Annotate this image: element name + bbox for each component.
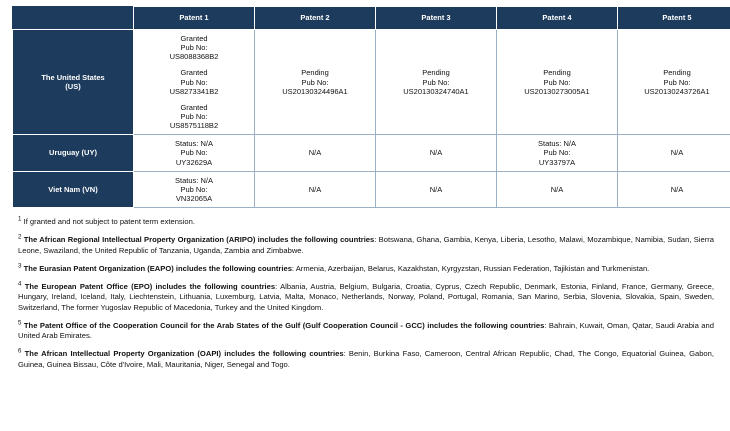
footnote-marker: 4 <box>18 280 22 288</box>
footnote-5 <box>18 321 714 342</box>
pub-no-value: UY33797A <box>538 157 576 167</box>
cell-vn-patent-4: N/A <box>497 171 618 207</box>
row-header-line-2: (US) <box>65 82 81 92</box>
row-header-uruguay: Uruguay (UY) <box>13 135 134 171</box>
footnote-bold-text: The African Regional Intellectual Property Organization (ARIPO) includes the following countries <box>23 235 375 245</box>
patent-entry <box>378 68 494 95</box>
pub-no-label: Pub No: <box>180 148 208 158</box>
patent-entry <box>136 34 252 61</box>
patent-entry <box>257 68 373 95</box>
footnote-text: : Armenia, Azerbaijan, Belarus, Kazakhstan, Kyrgyzstan, Russian Federation, Tajikistan and Turkmenistan. <box>291 263 650 273</box>
cell-us-patent-4 <box>497 30 618 135</box>
pub-no-label: Pub No: <box>180 111 208 121</box>
status-text: Pending <box>543 68 571 78</box>
footnote-text: If granted and not subject to patent term extension. <box>23 217 195 227</box>
pub-no-label: Pub No: <box>663 77 691 87</box>
pub-no-value: VN32065A <box>175 193 213 203</box>
status-text: Granted <box>180 102 208 112</box>
table-body <box>13 30 730 208</box>
footnote-bold-text: The Patent Office of the Cooperation Council for the Arab States of the Gulf (Gulf Cooperation Council - GCC) includes the following countries <box>23 320 545 330</box>
row-header-line-1: The United States <box>41 72 105 82</box>
table-row <box>13 30 730 135</box>
patent-entry <box>499 139 615 166</box>
footnote-bold-text: The African Intellectual Property Organization (OAPI) includes the following countries <box>24 349 344 359</box>
footnote-bold-text: The European Patent Office (EPO) includes the following countries <box>24 282 276 292</box>
pub-no-label: Pub No: <box>180 43 208 53</box>
row-header-united-states <box>13 30 134 135</box>
column-header-patent-4: Patent 4 <box>497 7 618 30</box>
cell-uy-patent-5: N/A <box>618 135 730 171</box>
patent-entry <box>620 68 730 95</box>
cell-uy-patent-2: N/A <box>255 135 376 171</box>
footnote-text: : Benin, Burkina Faso, Cameroon, Central African Republic, Chad, The Congo, Equatorial Guinea, Gabon, Guinea, Guinea Bissau, Côte d'Ivoire, Mali, Mauritania, Niger, Senegal and Togo. <box>18 349 714 369</box>
cell-us-patent-3 <box>376 30 497 135</box>
cell-us-patent-5 <box>618 30 730 135</box>
pub-no-label: Pub No: <box>422 77 450 87</box>
pub-no-label: Pub No: <box>301 77 329 87</box>
column-header-patent-1: Patent 1 <box>134 7 255 30</box>
cell-vn-patent-5: N/A <box>618 171 730 207</box>
pub-no-value: US20130243726A1 <box>644 86 710 96</box>
footnote-text: : Botswana, Ghana, Gambia, Kenya, Liberia, Lesotho, Malawi, Mozambique, Namibia, Sudan, Sierra Leone, Swaziland, the United Republic of Tanzania, Uganda, Zambia and Zimbabwe. <box>18 235 714 255</box>
status-text: Granted <box>180 34 208 43</box>
cell-us-patent-2 <box>255 30 376 135</box>
cell-vn-patent-1 <box>134 171 255 207</box>
row-header-viet-nam: Viet Nam (VN) <box>13 171 134 207</box>
patent-entry <box>136 68 252 95</box>
cell-us-patent-1 <box>134 30 255 135</box>
footnote-6 <box>18 349 714 370</box>
table-row <box>13 171 730 207</box>
footnote-1 <box>18 217 714 227</box>
pub-no-value: US20130324496A1 <box>282 86 348 96</box>
cell-uy-patent-1 <box>134 135 255 171</box>
column-header-patent-2: Patent 2 <box>255 7 376 30</box>
patent-entry <box>499 68 615 95</box>
column-header-patent-3: Patent 3 <box>376 7 497 30</box>
footnote-marker: 3 <box>18 262 22 270</box>
footnote-text: : Bahrain, Kuwait, Oman, Qatar, Saudi Arabia and United Arab Emirates. <box>18 320 714 341</box>
pub-no-value: US8088368B2 <box>169 52 219 62</box>
column-header-patent-5: Patent 5 <box>618 7 730 30</box>
status-text: Status: N/A <box>175 175 213 185</box>
pub-no-label: Pub No: <box>543 77 571 87</box>
table-row <box>13 135 730 171</box>
table-header-row <box>13 7 730 30</box>
footnote-marker: 2 <box>18 233 22 241</box>
table-corner-cell <box>13 7 134 30</box>
patent-status-table <box>12 6 730 208</box>
pub-no-value: US8575118B2 <box>169 121 219 131</box>
footnote-2 <box>18 235 714 256</box>
footnote-text: : Albania, Austria, Belgium, Bulgaria, Croatia, Cyprus, Czech Republic, Denmark, Estonia, Finland, France, Germany, Greece, Hungary, Ireland, Iceland, Italy, Liechtenstein, Lithuania, Luxemburg, Latvia, Malta, Monaco, Netherlands, Norway, Poland, Portugal, Romania, San Marino, Serbia, Slovenia, Slovakia, Spain, Sweden, Switzerland, The former Yugoslav Republic of Macedonia, Turkey and the United Kingdom. <box>18 282 714 312</box>
pub-no-value: US20130273005A1 <box>524 86 590 96</box>
cell-uy-patent-4 <box>497 135 618 171</box>
pub-no-label: Pub No: <box>543 148 571 158</box>
patent-entry <box>136 103 252 130</box>
pub-no-value: US20130324740A1 <box>403 86 469 96</box>
footnote-marker: 6 <box>18 347 22 355</box>
footnote-marker: 1 <box>18 215 22 223</box>
patent-entry <box>136 139 252 166</box>
footnote-bold-text: The Eurasian Patent Organization (EAPO) includes the following countries <box>23 263 292 273</box>
status-text: Status: N/A <box>538 139 576 149</box>
pub-no-value: UY32629A <box>175 157 213 167</box>
pub-no-label: Pub No: <box>180 77 208 87</box>
footnote-3 <box>18 264 714 274</box>
cell-vn-patent-2: N/A <box>255 171 376 207</box>
cell-vn-patent-3: N/A <box>376 171 497 207</box>
patent-entry <box>136 176 252 203</box>
footnote-4 <box>18 282 714 313</box>
footnotes-section <box>12 217 718 370</box>
status-text: Pending <box>301 68 329 78</box>
status-text: Pending <box>422 68 450 78</box>
status-text: Granted <box>180 68 208 78</box>
pub-no-label: Pub No: <box>180 184 208 194</box>
footnote-marker: 5 <box>18 319 22 327</box>
pub-no-value: US8273341B2 <box>169 86 219 96</box>
table-header <box>13 7 730 30</box>
cell-uy-patent-3: N/A <box>376 135 497 171</box>
status-text: Pending <box>663 68 691 78</box>
status-text: Status: N/A <box>175 139 213 149</box>
